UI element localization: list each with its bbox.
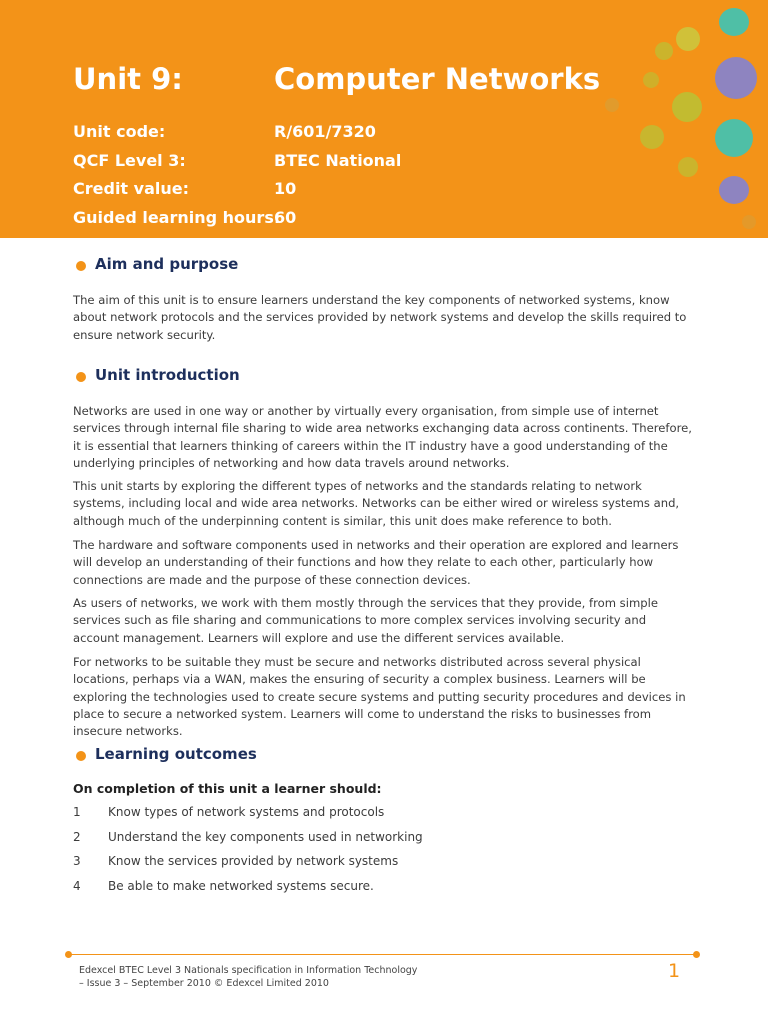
decorative-dot	[742, 215, 756, 229]
decorative-dot	[719, 176, 749, 204]
footer-divider	[68, 954, 696, 955]
decorative-dot	[672, 92, 702, 122]
section-title: Unit introduction	[95, 366, 240, 384]
outcome-text: Know the services provided by network systems	[108, 854, 399, 868]
bullet-icon	[76, 751, 86, 761]
intro-paragraph: For networks to be suitable they must be secure and networks distributed across several physical locations, perhaps via a WAN, makes the ensuring of security a complex business. Learners will be exploring the technologies used to create secure systems and putting security procedures and devices in place to secure a networked system. Learners will come to understand the risks to businesses from insecure networks.	[73, 655, 686, 739]
meta-key: Credit value:	[73, 179, 189, 198]
intro-paragraph: As users of networks, we work with them mostly through the services that they provide, from simple services such as file sharing and communications to more complex services involving security and account management. Learners will explore and use the different services available.	[73, 596, 658, 645]
outcome-number: 3	[73, 854, 81, 868]
footer-line-2: – Issue 3 – September 2010 © Edexcel Limited 2010	[79, 978, 329, 989]
footer-line-1: Edexcel BTEC Level 3 Nationals specification in Information Technology	[79, 965, 418, 976]
decorative-dot	[643, 72, 659, 88]
decorative-dot	[678, 157, 698, 177]
outcome-number: 1	[73, 805, 81, 819]
unit-label: Unit 9:	[73, 62, 183, 96]
intro-paragraph: The hardware and software components used in networks and their operation are explored and learners will develop an understanding of their functions and how they relate to each other, particularly how connections are made and the purpose of these connection devices.	[73, 538, 679, 587]
decorative-dot	[715, 57, 757, 99]
intro-paragraph: This unit starts by exploring the different types of networks and the standards relating to network systems, including local and wide area networks. Networks can be either wired or wireless systems and, although much of the underpinning content is similar, this unit does make reference to both.	[73, 479, 680, 528]
bullet-icon	[76, 372, 86, 382]
meta-value: BTEC National	[274, 151, 402, 170]
footer-text	[79, 964, 417, 990]
unit-name: Computer Networks	[274, 62, 601, 96]
outcomes-intro: On completion of this unit a learner should:	[73, 781, 382, 796]
outcome-text: Understand the key components used in networking	[108, 830, 423, 844]
section-title: Aim and purpose	[95, 255, 239, 273]
aim-paragraph: The aim of this unit is to ensure learners understand the key components of networked systems, know about network protocols and the services provided by network systems and develop the skills required to ensure network security.	[73, 293, 687, 342]
decorative-dot	[719, 8, 749, 36]
decorative-dot	[605, 98, 619, 112]
meta-key: Unit code:	[73, 122, 166, 141]
outcome-number: 4	[73, 879, 81, 893]
meta-value: 10	[274, 179, 297, 198]
outcome-text: Know types of network systems and protocols	[108, 805, 385, 819]
decorative-dot	[655, 42, 673, 60]
bullet-icon	[76, 261, 86, 271]
outcome-text: Be able to make networked systems secure.	[108, 879, 374, 893]
meta-key: Guided learning hours:	[73, 208, 281, 227]
decorative-dot	[676, 27, 700, 51]
footer-dot-right	[693, 951, 700, 958]
decorative-dot	[715, 119, 753, 157]
meta-value: R/601/7320	[274, 122, 376, 141]
page-number: 1	[668, 960, 681, 982]
meta-key: QCF Level 3:	[73, 151, 186, 170]
decorative-dot	[640, 125, 664, 149]
unit-header	[0, 0, 768, 238]
meta-value: 60	[274, 208, 297, 227]
outcome-number: 2	[73, 830, 81, 844]
intro-paragraph: Networks are used in one way or another by virtually every organisation, from simple use of internet services through internal file sharing to wide area networks exchanging data across continents. Therefore, it is essential that learners thinking of careers within the IT industry have a good understanding of the underlying principles of networking and how data travels around networks.	[73, 404, 692, 470]
section-title: Learning outcomes	[95, 745, 257, 763]
